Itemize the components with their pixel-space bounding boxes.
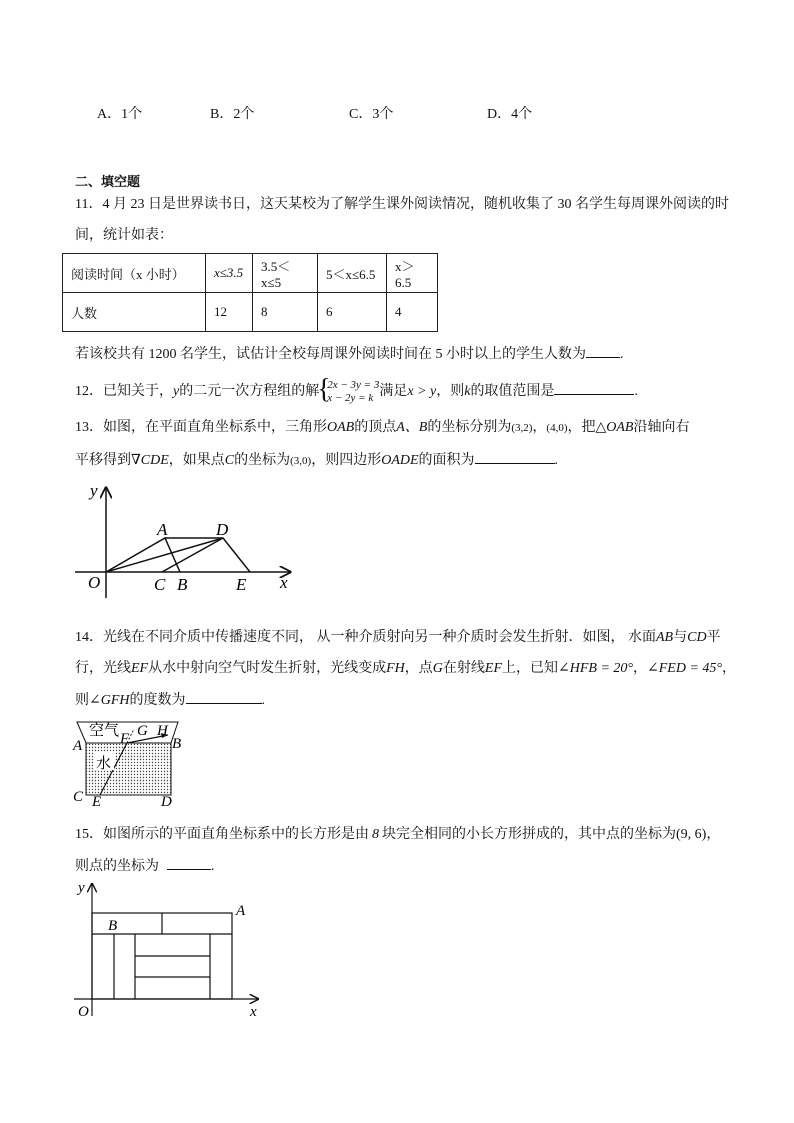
- label-d: D: [216, 520, 229, 539]
- q13-math: (3,2): [511, 422, 533, 434]
- q14-text: 与: [673, 630, 688, 645]
- period: .: [261, 693, 266, 708]
- q15-line2: [75, 855, 215, 877]
- q15-figure: [70, 878, 270, 1023]
- q15-text: ，: [706, 827, 721, 842]
- label-x: x: [280, 573, 288, 592]
- q14-figure: [70, 716, 195, 811]
- reading-time-table: [62, 253, 438, 332]
- label-d: D: [161, 794, 172, 810]
- q13-text: ，则四边形: [311, 453, 382, 468]
- label-o: O: [88, 573, 101, 592]
- label-water: 水: [96, 756, 112, 772]
- q14-text: ，∠: [633, 661, 659, 676]
- table-cell: x＞6.5: [387, 254, 438, 293]
- q13-text: 平移得到∇: [75, 453, 141, 468]
- q14-math: HFB = 20°: [569, 661, 634, 676]
- q14-math: FED = 45°: [658, 661, 723, 676]
- q12-text: 的二元一次方程组的解: [179, 384, 320, 399]
- q14-text: 平: [706, 630, 721, 645]
- q14-text: ，: [722, 661, 737, 676]
- option-a: A．1个: [97, 107, 143, 122]
- q13-math: (3,0): [290, 455, 312, 467]
- label-c: C: [73, 789, 84, 805]
- label-b: B: [177, 575, 188, 594]
- label-x: x: [250, 1004, 257, 1020]
- table-row: [63, 293, 438, 332]
- q15-math: 8: [372, 827, 379, 842]
- option-d: D．4个: [487, 107, 533, 122]
- q13-text: 的坐标分别为: [427, 420, 512, 435]
- q13-math: (4,0): [546, 422, 568, 434]
- q14-math: FH: [386, 661, 405, 676]
- q13-math: C: [224, 453, 235, 468]
- answer-blank: [586, 343, 620, 358]
- q14-text: 则∠: [75, 693, 101, 708]
- period: .: [620, 347, 624, 362]
- q14-math: AB: [656, 630, 674, 645]
- q13-text: 的顶点: [354, 420, 397, 435]
- table-cell: 5＜x≤6.5: [318, 254, 387, 293]
- q11-line2: 间，统计如表：: [75, 228, 173, 243]
- label-a: A: [157, 520, 168, 539]
- table-cell: 4: [387, 293, 438, 332]
- q14-line3: [75, 689, 265, 711]
- label-b: B: [108, 918, 118, 934]
- q13-figure: [70, 480, 310, 610]
- q13-math: A、B: [396, 420, 428, 435]
- q13-math: OAB: [327, 420, 355, 435]
- label-g: G: [137, 723, 148, 739]
- q11-line1: 11．4 月 23 日是世界读书日，这天某校为了解学生课外阅读情况，随机收集了 30 名学生每周课外阅读的时: [75, 197, 729, 212]
- label-e: E: [92, 794, 102, 810]
- q14-text: 从水中射向空气时发生折射，光线变成: [148, 661, 387, 676]
- q13-text: 的坐标为: [234, 453, 291, 468]
- q12-condition: x > y: [407, 384, 437, 399]
- q12-text: 的取值范围是: [470, 384, 555, 399]
- table-cell: 8: [253, 293, 318, 332]
- table-cell: 6: [318, 293, 387, 332]
- segment-dc: [162, 538, 223, 572]
- q15-line1: [75, 825, 720, 845]
- q14-text: 在射线: [442, 661, 485, 676]
- q14-math: EF: [131, 661, 149, 676]
- triangle-oab: [106, 538, 180, 572]
- answer-blank: [186, 689, 262, 704]
- q13-text: ，把△: [567, 420, 607, 435]
- label-a: A: [236, 903, 246, 919]
- q15-math: (9, 6): [676, 827, 707, 842]
- q13-text: ，: [532, 420, 547, 435]
- answer-blank: [554, 380, 634, 395]
- q12-text: 满足: [379, 384, 408, 399]
- q14-math: G: [432, 661, 443, 676]
- q13-text: 的面积为: [418, 453, 475, 468]
- table-cell: 人数: [63, 293, 206, 332]
- period: .: [211, 859, 215, 874]
- label-o: O: [78, 1004, 89, 1020]
- q14-math: GFH: [100, 693, 130, 708]
- label-e: E: [236, 575, 247, 594]
- q14-math: CD: [687, 630, 707, 645]
- q13-math: CDE: [140, 453, 169, 468]
- label-a: A: [73, 738, 83, 754]
- table-row: [63, 254, 438, 293]
- q14-text: ，点: [404, 661, 433, 676]
- q14-line1: [75, 628, 721, 648]
- equation-2: x − 2y = k: [327, 391, 374, 404]
- q15-text: 块完全相同的小长方形拼成的，其中点的坐标为: [382, 827, 676, 842]
- q14-text: 上，已知∠: [502, 661, 570, 676]
- q13-text: ，如果点: [168, 453, 225, 468]
- table-cell: 12: [206, 293, 253, 332]
- period: .: [554, 453, 559, 468]
- q14-text: 14．光线在不同介质中传播速度不同， 从一种介质射向另一种介质时会发生折射．如图， 水面: [75, 630, 656, 645]
- q13-math: OAB: [606, 420, 634, 435]
- answer-blank: [167, 855, 211, 870]
- option-c: C．3个: [349, 107, 394, 122]
- option-b: B．2个: [210, 107, 255, 122]
- section-title: 二、填空题: [75, 174, 141, 189]
- label-b: B: [172, 736, 182, 752]
- q14-text: 行，光线: [75, 661, 131, 676]
- q13-line2: [75, 449, 558, 471]
- table-cell: 阅读时间（x 小时）: [63, 254, 206, 293]
- label-c: C: [154, 575, 166, 594]
- q13-text: 沿轴向右: [633, 420, 690, 435]
- label-air: 空气: [89, 723, 120, 739]
- label-h: H: [157, 723, 168, 739]
- q15-text: 则点的坐标为: [75, 859, 159, 874]
- table-cell: x≤3.5: [206, 254, 253, 293]
- label-y: y: [78, 880, 85, 896]
- equation-system: [319, 379, 379, 405]
- segment-od: [106, 538, 223, 572]
- q14-math: EF: [484, 661, 503, 676]
- table-cell: 3.5＜x≤5: [253, 254, 318, 293]
- answer-blank: [475, 449, 555, 464]
- q12-text: ，则: [436, 384, 465, 399]
- q13-math: OADE: [381, 453, 419, 468]
- q12-text: 12．已知关于，: [75, 384, 173, 399]
- q11-line3-text: 若该校共有 1200 名学生，试估计全校每周课外阅读时间在 5 小时以上的学生人数为: [75, 347, 586, 362]
- q14-text: 的度数为: [129, 693, 186, 708]
- q11-line3: [75, 343, 624, 365]
- label-y: y: [90, 481, 98, 500]
- q12-var: y: [173, 384, 180, 399]
- q14-line2: [75, 659, 736, 679]
- q15-text: 15．如图所示的平面直角坐标系中的长方形是由: [75, 827, 369, 842]
- q12-k: k: [464, 384, 471, 399]
- q13-text: 13．如图，在平面直角坐标系中，三角形: [75, 420, 327, 435]
- equation-1: 2x − 3y = 3: [327, 378, 380, 391]
- q12-line: [75, 377, 638, 407]
- period: .: [634, 384, 638, 399]
- label-f: F: [120, 731, 130, 747]
- q13-line1: [75, 418, 689, 438]
